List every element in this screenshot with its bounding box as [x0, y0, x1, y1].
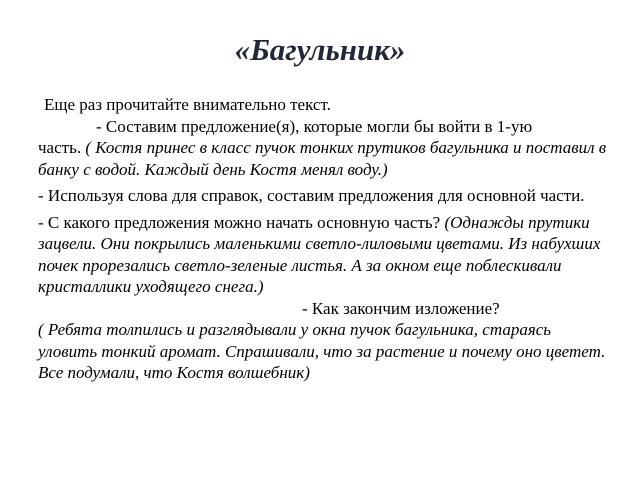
- task-2-paragraph: - Используя слова для справок, составим предложения для основной части.: [38, 186, 585, 205]
- intro-text: Еще раз прочитайте внимательно текст.: [44, 95, 331, 114]
- task-1-paragraph: [38, 94, 610, 180]
- task-3-paragraph: [38, 212, 610, 384]
- task-1-answer: ( Костя принес в класс пучок тонких прутиков багульника и поставил в банку с водой. Каждый день Костя менял воду.): [38, 138, 607, 179]
- task-1-question-end: часть.: [38, 138, 82, 157]
- task-4-question: - Как закончим изложение?: [302, 298, 500, 318]
- slide-title: «Багульник»: [234, 32, 406, 67]
- task-4-answer: ( Ребята толпились и разглядывали у окна пучок багульника, стараясь уловить тонкий аромат. Спрашивали, что за растение и почему оно цветет. Все подумали, что Костя волшебник): [38, 320, 606, 382]
- task-3-answer: (Однажды прутики зацвели. Они покрылись маленькими светло-лиловыми цветами. Из набухших почек прорезались светло-зеленые листья. А за окном еще поблескивали кристаллики уходящего снега.): [38, 212, 601, 296]
- task-3-question: - С какого предложения можно начать основную часть?: [38, 212, 441, 232]
- task-1-question: - Составим предложение(я), которые могли бы войти в 1-ую: [96, 116, 533, 136]
- slide-body: [38, 94, 610, 389]
